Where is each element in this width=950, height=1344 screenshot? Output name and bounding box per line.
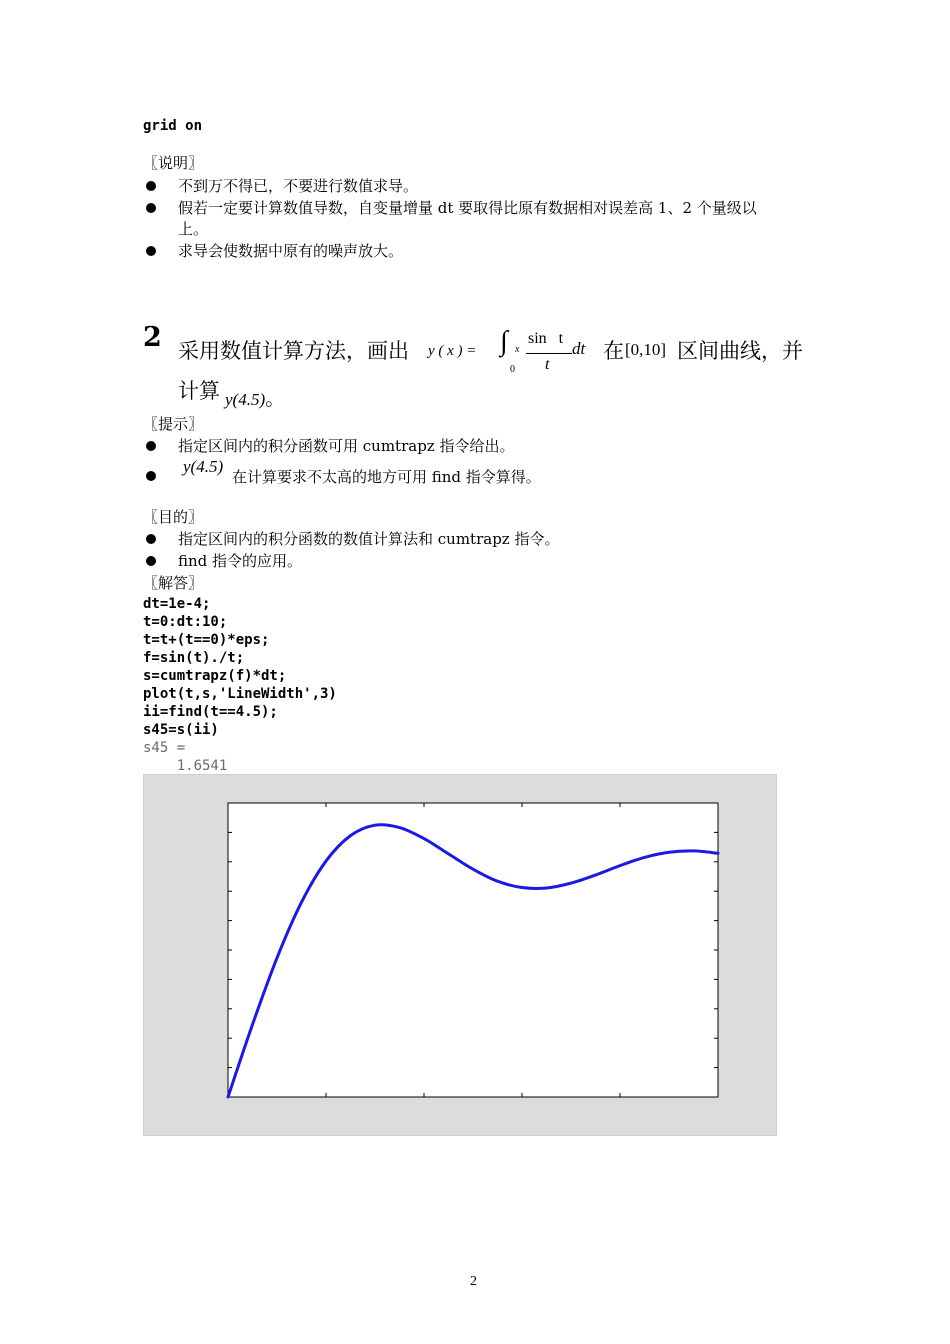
output-line: s45 = bbox=[143, 740, 186, 756]
problem-lead: 采用数值计算方法，画出 bbox=[178, 339, 409, 363]
formula-dt: dt bbox=[572, 339, 586, 358]
code-line: ii=find(t==4.5); bbox=[143, 704, 278, 720]
problem-tail: 区间曲线，并 bbox=[677, 339, 803, 363]
goal-heading: 〖目的〗 bbox=[143, 508, 204, 526]
code-line: f=sin(t)./t; bbox=[143, 650, 245, 666]
code-block bbox=[143, 595, 337, 775]
code-line: t=t+(t==0)*eps; bbox=[143, 632, 270, 648]
bullet-icon bbox=[146, 556, 156, 566]
axes-box bbox=[228, 803, 718, 1097]
bullet-icon bbox=[146, 181, 156, 191]
problem-number: 2 bbox=[143, 322, 162, 353]
fraction-denominator: t bbox=[545, 356, 550, 373]
integral-upper-limit: x bbox=[515, 344, 520, 355]
line-chart bbox=[144, 775, 778, 1137]
hint-heading: 〖提示〗 bbox=[143, 415, 204, 433]
bullet-icon bbox=[146, 203, 156, 213]
page-number: 2 bbox=[470, 1274, 477, 1289]
code-line: dt=1e-4; bbox=[143, 596, 211, 612]
integral-lower-limit: 0 bbox=[510, 364, 515, 375]
formula-lhs: y ( x ) = bbox=[428, 343, 477, 359]
bullet-icon bbox=[146, 534, 156, 544]
hint-item-2: y(4.5) 在计算要求不太高的地方可用 find 指令算得。 bbox=[143, 460, 823, 490]
code-line: s=cumtrapz(f)*dt; bbox=[143, 668, 287, 684]
note-heading: 〖说明〗 bbox=[143, 154, 204, 172]
code-line: s45=s(ii) bbox=[143, 722, 219, 738]
figure-window bbox=[143, 774, 777, 1136]
code-line: plot(t,s,'LineWidth',3) bbox=[143, 686, 337, 702]
fraction-numerator: sin t bbox=[528, 330, 564, 347]
bullet-icon bbox=[146, 441, 156, 451]
note-item-2-cont: 上。 bbox=[178, 220, 209, 238]
problem-y45: y(4.5)。 bbox=[225, 386, 286, 410]
problem-line2-lead: 计算 bbox=[178, 379, 220, 403]
code-grid-on: grid on bbox=[143, 118, 203, 134]
integral-sign: ∫ bbox=[500, 326, 508, 357]
output-line: 1.6541 bbox=[143, 758, 228, 774]
answer-heading: 〖解答〗 bbox=[143, 574, 204, 592]
bullet-icon bbox=[146, 471, 156, 481]
problem-mid: 在 bbox=[603, 339, 624, 363]
bullet-icon bbox=[146, 246, 156, 256]
code-line: t=0:dt:10; bbox=[143, 614, 228, 630]
fraction-bar bbox=[526, 353, 572, 354]
problem-interval: [0,10] bbox=[625, 340, 667, 359]
